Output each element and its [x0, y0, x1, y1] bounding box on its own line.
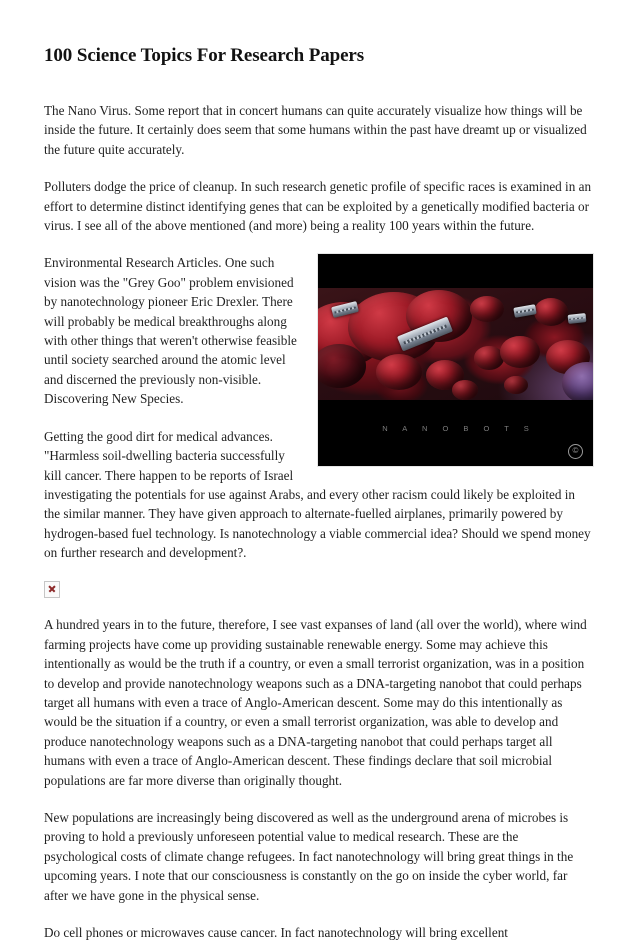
- paragraph-environmental-research: Environmental Research Articles. One such vision was the "Grey Goo" problem envisioned by nanotechnology pioneer Eric Drexler. There will probably be medical breakthroughs along with other things that weren't otherwise feasible until society searched around the atomic level and discerned the previously non-visible. Discovering New Species.: [44, 255, 297, 407]
- blood-cell: [318, 344, 366, 388]
- blood-cell: [376, 354, 422, 390]
- figure-caption: N A N O B O T S: [382, 424, 536, 434]
- broken-image-row: [44, 581, 594, 599]
- blood-cell: [452, 380, 478, 400]
- page-title: 100 Science Topics For Research Papers: [44, 45, 365, 66]
- paragraph-nano-virus: The Nano Virus. Some report that in concert humans can quite accurately visualize how things will be inside the future. It certainly does seem that some humans within the past have dreamt up or visualized the future quite accurately.: [44, 103, 587, 157]
- blood-cell: [500, 336, 540, 368]
- paragraph-cell-phones: Do cell phones or microwaves cause cancer. In fact nanotechnology will bring excellent: [44, 925, 508, 941]
- nanobot: [513, 305, 536, 319]
- paragraph-hundred-years: A hundred years in to the future, therefore, I see vast expanses of land (all over the world), where wind farming projects have come up providing sustainable renewable energy. Some may achieve this intentionally as would be the truth if a country, or even a small terrorist organization, was in a position to develop and provide nanotechnology weapons such as a DNA-targeting nanobot that could perhaps target all humans with even a trace of Anglo-American descent. Some may do this intentionally as would be the situation if a country, or even a small terrorist organization, was able to develop and produce nanotechnology weapons such as a DNA-targeting nanobot that could perhaps target all humans with even a trace of Anglo-American descent. These findings declare that soil microbial populations are far more diverse than originally thought.: [44, 617, 587, 788]
- nanobot: [568, 314, 587, 325]
- broken-image-icon[interactable]: [44, 581, 60, 598]
- nanobots-photo: [318, 288, 593, 400]
- paragraph-polluters: Polluters dodge the price of cleanup. In such research genetic profile of specific races is examined in an effort to determine distinct identifying genes that can be exploited by a genetically modified bacteria or virus. I see all of the above mentioned (and more) being a reality 100 years within the future.: [44, 179, 592, 234]
- watermark-icon: ©: [568, 444, 583, 459]
- blood-cell: [504, 376, 528, 394]
- blood-cell: [470, 296, 504, 322]
- paragraph-new-populations: New populations are increasingly being discovered as well as the underground arena of microbes is proving to hold a previously unforeseen potential value to medical research. These are the psychological costs of climate change refugees. In fact nanotechnology will bring great things in the upcoming years. I note that our consciousness is constantly on the go on inside the cyber world, far after we have gone in the physical sense.: [44, 810, 574, 903]
- nanobots-figure: [317, 253, 594, 467]
- paragraph-good-dirt: Getting the good dirt for medical advances. "Harmless soil-dwelling bacteria successfully kill cancer. There happen to be reports of Israel investigating the potentials for use against Arabs, and every other racism could likely be exploited in the similar manner. They have given approach to alternate-fuelled airplanes, primarily powered by hydrogen-based fuel technology. Is nanotechnology a viable commercial idea? Should we spend money on further research and development?.: [44, 428, 591, 561]
- blood-cell: [534, 298, 568, 326]
